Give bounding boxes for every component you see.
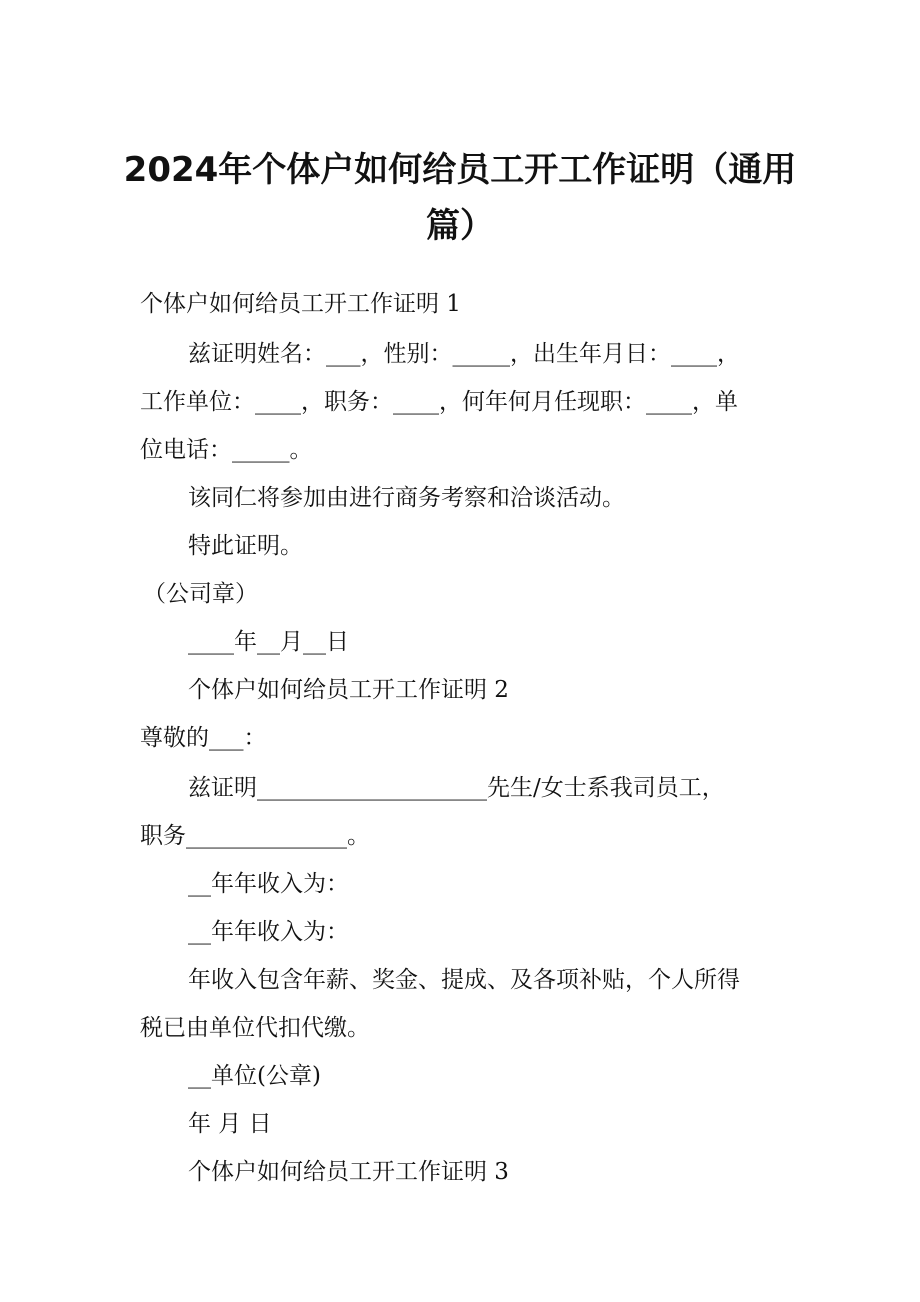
section-heading-3: 个体户如何给员工开工作证明 3 [188,1159,509,1185]
salutation-line: 尊敬的___： [140,725,267,751]
paragraph-line: 年收入包含年薪、奖金、提成、及各项补贴，个人所得 [188,967,740,993]
paragraph-line: __年年收入为： [188,871,349,897]
seal-line: __单位(公章) [188,1063,321,1089]
section-heading-1: 个体户如何给员工开工作证明 1 [140,291,461,317]
document-title-line-1: 2024年个体户如何给员工开工作证明（通用 [123,150,797,190]
date-line: ____年__月__日 [188,629,349,655]
paragraph-line: 该同仁将参加由进行商务考察和洽谈活动。 [188,485,625,511]
paragraph-line: __年年收入为： [188,919,349,945]
section-heading-2: 个体户如何给员工开工作证明 2 [188,677,509,703]
paragraph-line: 位电话：_____。 [140,437,313,463]
paragraph-line: 工作单位：____，职务：____，何年何月任现职：____，单 [140,389,738,415]
company-seal-label: （公司章） [143,581,258,607]
paragraph-line: 职务______________。 [140,823,370,849]
paragraph-line: 兹证明____________________先生/女士系我司员工， [188,775,725,801]
date-line: 年 月 日 [188,1111,272,1137]
document-title-line-2: 篇） [426,206,494,246]
paragraph-line: 特此证明。 [188,533,303,559]
paragraph-line: 兹证明姓名：___，性别：_____，出生年月日：____， [188,341,740,367]
paragraph-line: 税已由单位代扣代缴。 [140,1015,370,1041]
